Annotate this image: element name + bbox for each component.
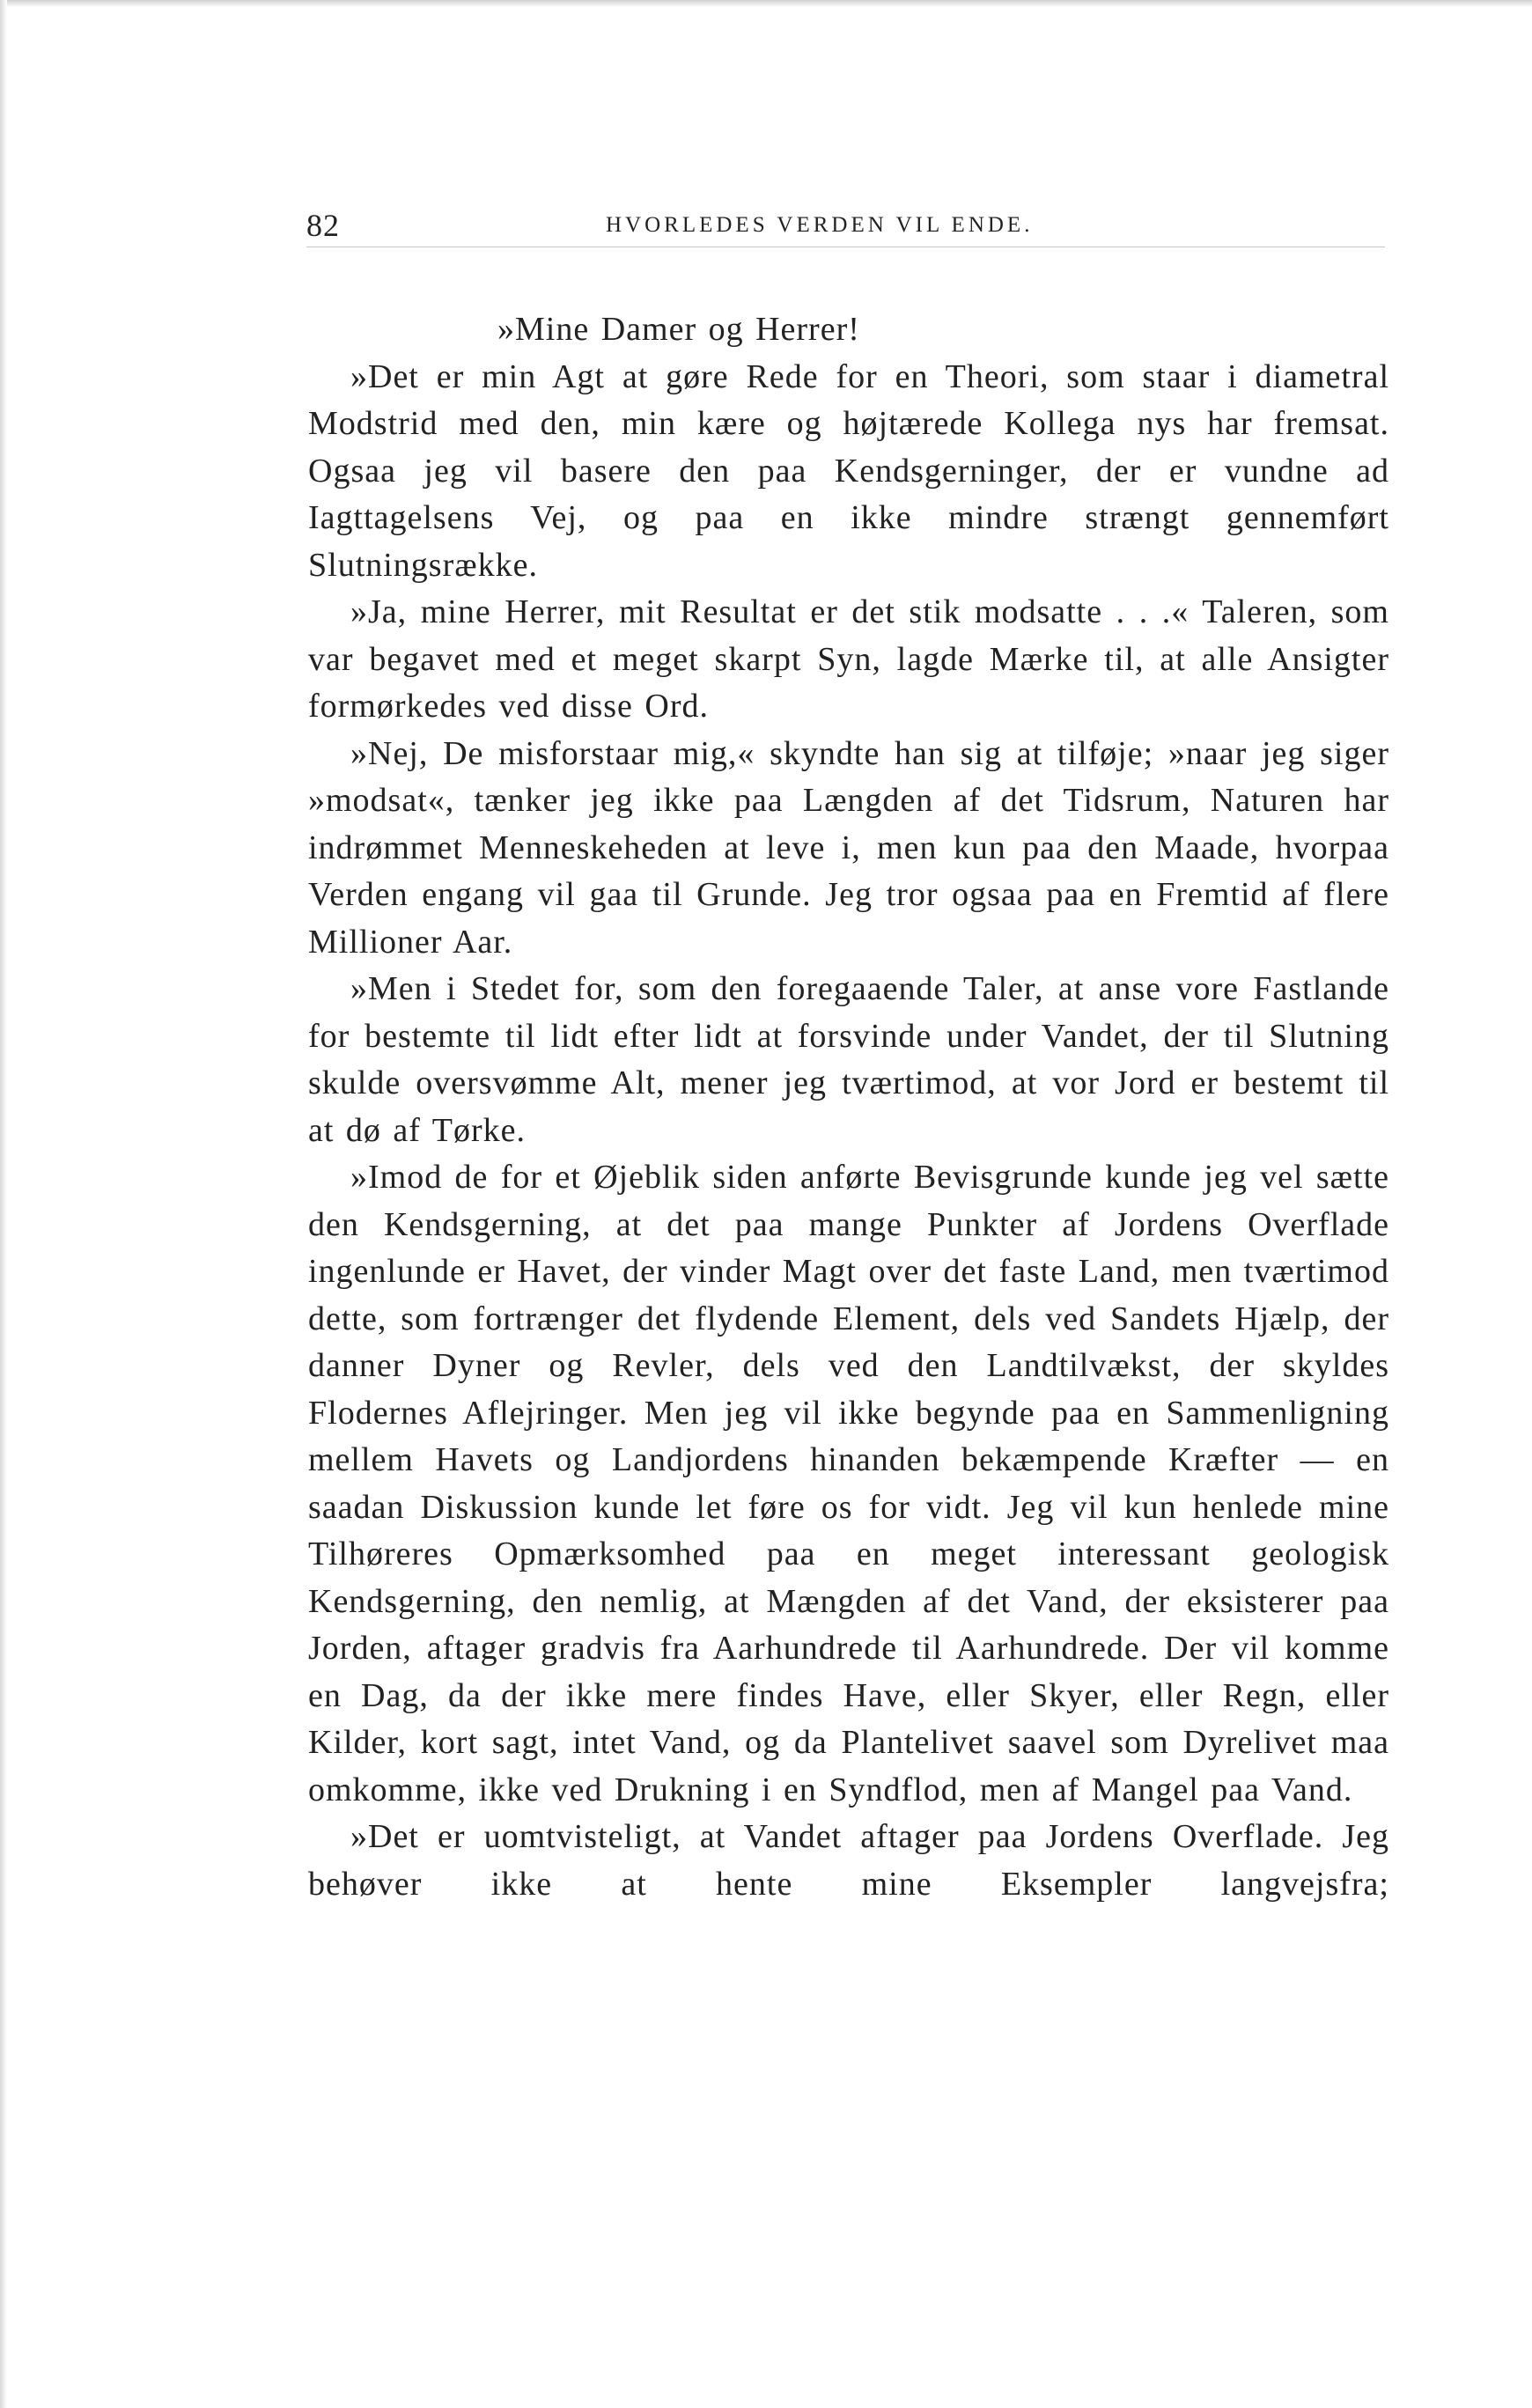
page-number: 82 xyxy=(306,208,340,243)
body-text xyxy=(308,306,1389,1908)
paragraph-salutation: »Mine Damer og Herrer! xyxy=(497,311,860,348)
paragraph: »Ja, mine Herrer, mit Resultat er det stik modsatte . . .« Taleren, som var begavet med et meget skarpt Syn, lagde Mærke til, at alle Ansigter formørkedes ved disse Ord. xyxy=(308,593,1389,725)
running-title: HVORLEDES VERDEN VIL ENDE. xyxy=(606,213,1034,237)
paragraph: »Nej, De misforstaar mig,« skyndte han sig at tilføje; »naar jeg siger »modsat«, tænker jeg ikke paa Længden af det Tidsrum, Naturen har indrømmet Menneskeheden at leve i, men kun paa den Maade, hvorpaa Verden engang vil gaa til Grunde. Jeg tror ogsaa paa en Fremtid af flere Millioner Aar. xyxy=(308,734,1389,961)
scan-edge-left xyxy=(0,0,7,2408)
paragraph: »Men i Stedet for, som den foregaaende Taler, at anse vore Fastlande for bestemte til lidt efter lidt at forsvinde under Vandet, der til Slutning skulde oversvømme Alt, mener jeg tværtimod, at vor Jord er bestemt til at dø af Tørke. xyxy=(308,970,1389,1149)
scan-edge-top xyxy=(0,0,1532,7)
page-header xyxy=(306,206,1385,245)
paragraph: »Imod de for et Øjeblik siden anførte Bevisgrunde kunde jeg vel sætte den Kendsgerning, at det paa mange Punkter af Jordens Overflade ingenlunde er Havet, der vinder Magt over det faste Land, men tværtimod dette, som fortrænger det flydende Element, dels ved Sandets Hjælp, der danner Dyner og Revler, dels ved den Landtilvækst, der skyldes Flodernes Aflejringer. Men jeg vil ikke begynde paa en Sammenligning mellem Havets og Landjordens hinanden bekæmpende Kræfter — en saadan Diskussion kunde let føre os for vidt. Jeg vil kun henlede mine Tilhøreres Opmærksomhed paa en meget interessant geologisk Kendsgerning, den nemlig, at Mængden af det Vand, der eksisterer paa Jorden, aftager gradvis fra Aarhundrede til Aarhundrede. Der vil komme en Dag, da der ikke mere findes Have, eller Skyer, eller Regn, eller Kilder, kort sagt, intet Vand, og da Plantelivet saavel som Dyrelivet maa omkomme, ikke ved Drukning i en Syndflod, men af Mangel paa Vand. xyxy=(308,1159,1389,1808)
paragraph: »Det er uomtvisteligt, at Vandet aftager paa Jordens Overflade. Jeg behøver ikke at hente mine Eksempler langvejsfra; xyxy=(308,1818,1389,1903)
paragraph: »Det er min Agt at gøre Rede for en Theori, som staar i diametral Modstrid med den, min kære og højtærede Kollega nys har fremsat. Ogsaa jeg vil basere den paa Kendsgerninger, der er vundne ad Iagttagelsens Vej, og paa en ikke mindre strængt gennemført Slutningsrække. xyxy=(308,357,1389,584)
